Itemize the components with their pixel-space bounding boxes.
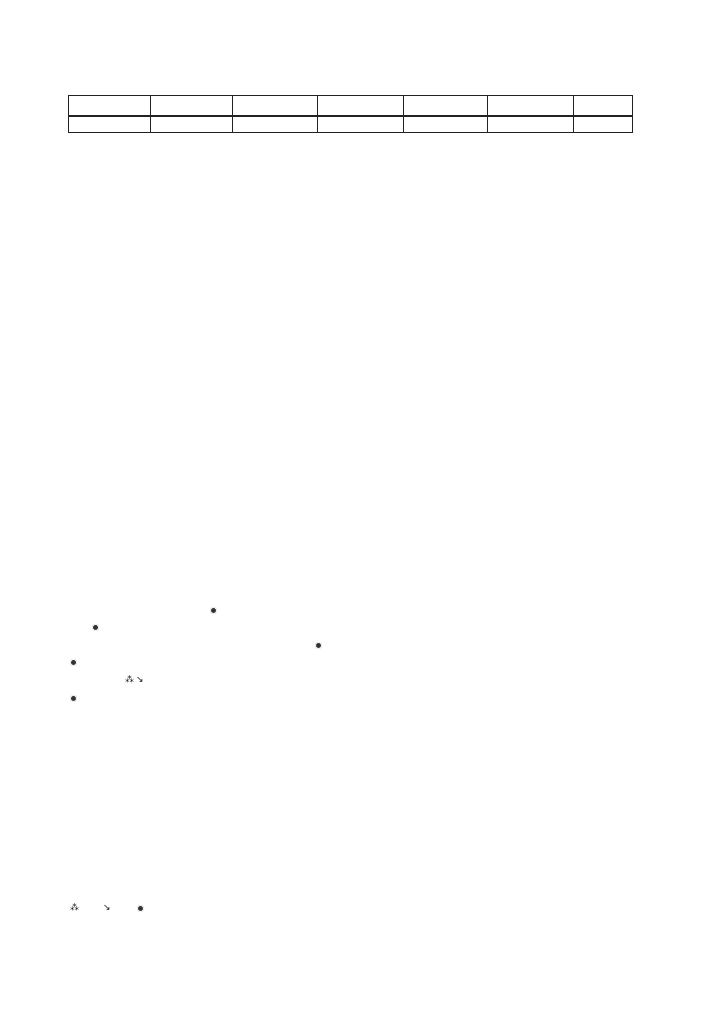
date-cell	[488, 116, 574, 133]
weekday-4	[404, 96, 488, 117]
weekday-1	[151, 96, 233, 117]
moyako-icon	[315, 642, 322, 649]
date-cell	[69, 116, 151, 133]
weekday-3	[318, 96, 404, 117]
legend-row	[68, 899, 146, 918]
page-title	[0, 76, 724, 91]
moyako-icon	[70, 695, 77, 702]
note-line	[68, 691, 668, 709]
weekday-2	[233, 96, 318, 117]
date-cell	[404, 116, 488, 133]
date-cell	[318, 116, 404, 133]
date-cell	[574, 116, 633, 133]
calendar-grid	[68, 95, 633, 133]
legend	[68, 899, 146, 918]
weekday-6	[574, 96, 633, 117]
weekday-0	[69, 96, 151, 117]
popai-star-icon: ⁂	[125, 675, 134, 686]
date-cell	[151, 116, 233, 133]
popai-star-icon: ⁂	[70, 903, 79, 913]
moyako-icon	[137, 905, 144, 912]
week-dates-row	[69, 116, 633, 133]
ugoku-icon: ↘	[136, 675, 144, 686]
note-line	[68, 620, 668, 638]
weekday-5	[488, 96, 574, 117]
moyako-icon	[70, 659, 77, 666]
event-notes	[68, 602, 668, 708]
moyako-icon	[92, 624, 99, 631]
moyako-icon	[210, 607, 217, 614]
ugoku-icon: ↘	[103, 903, 111, 913]
note-line	[68, 672, 668, 690]
note-line	[68, 602, 668, 620]
weekday-header	[69, 96, 633, 117]
note-line	[68, 637, 668, 655]
date-cell	[233, 116, 318, 133]
note-line	[68, 655, 668, 673]
